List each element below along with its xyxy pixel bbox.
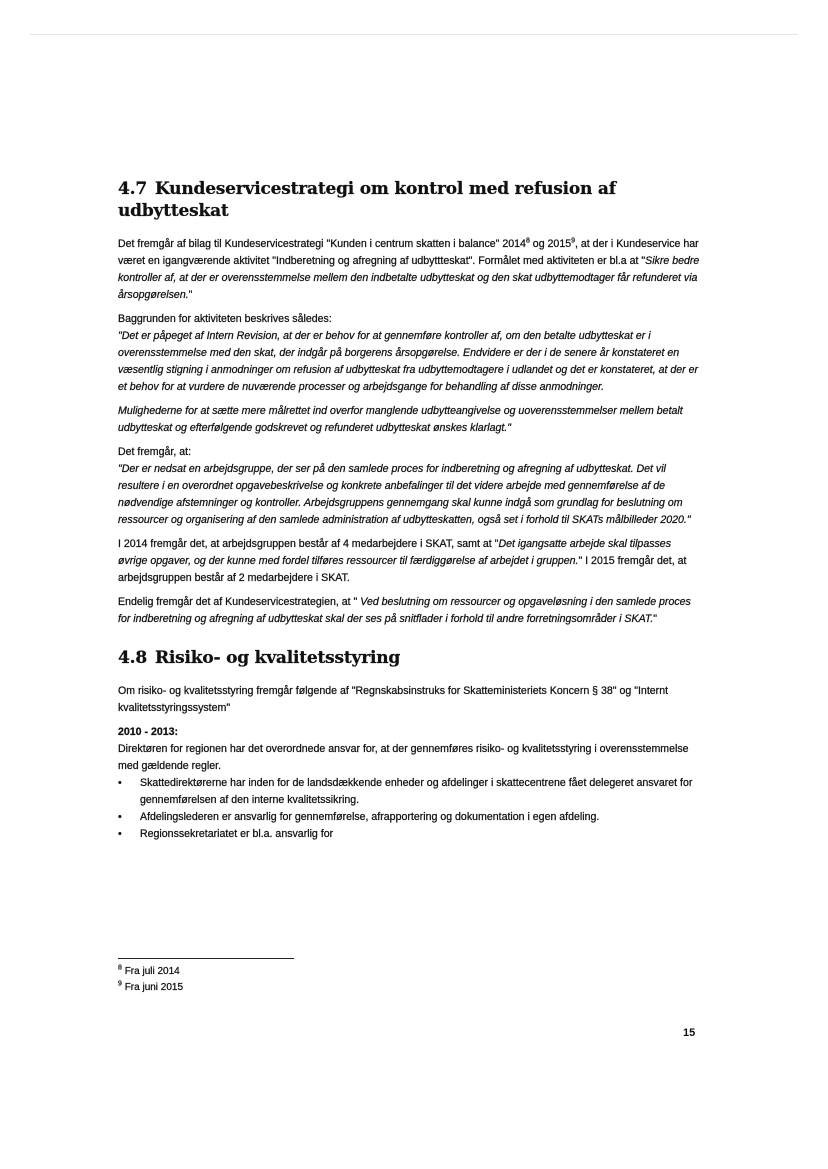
paragraph-text: " I 2015 fremgår det, at arbejdsgruppen består af 2 medarbejdere i SKAT. [118, 555, 687, 584]
section-number: 4.8 [118, 648, 147, 668]
footnote-ref: 8 [525, 237, 530, 245]
bullet-list [118, 775, 703, 843]
paragraph: Om risiko- og kvalitetsstyring fremgår følgende af "Regnskabsinstruks for Skatteministeriets Koncern § 38" og "Internt kvalitetsstyringssystem" [118, 685, 669, 714]
quote-text: Sikre bedre kontroller af, at der er overensstemmelse mellem den indbetalte udbytteskat og den skat udbyttemodtager får refunderet via årsopgørelsen. [118, 255, 700, 301]
footnote-separator [118, 958, 294, 959]
quote-text: Ved beslutning om ressourcer og opgaveløsning i den samlede proces for indberetning og afregning af udbytteskat skal der ses på snitflader i forhold til andre forretningsområder i SKAT. [118, 596, 691, 625]
footnote [118, 980, 183, 996]
quote-text: "Der er nedsat en arbejdsgruppe, der ser på den samlede proces for indberetning og afregning af udbytteskat. Det vil resultere i en overordnet opgavebeskrivelse og konkrete anbefalinger til det videre arbejde med gennemførelse af de nødvendige afstemninger og kontroller. Arbejdsgruppens gennemgang skal kunne indgå som grundlag for beslutning om ressourcer og organisering af den samlede administration af udbytteskatten, også set i forhold til SKATs målbilleder 2020." [118, 463, 691, 526]
paragraph-text: , at der i Kundeservice har været en igangværende aktivitet "Indberetning og afregning af udbyttteskat". Formålet med aktiviteten er bl.a at " [118, 238, 699, 267]
section-title: Risiko- og kvalitetsstyring [154, 648, 401, 668]
section-number: 4.7 [118, 179, 147, 199]
paragraph-text: Endelig fremgår det af Kundeservicestrategien, at " [118, 596, 361, 608]
list-item: • Skattedirektørerne har inden for de landsdækkende enheder og afdelinger i skattecentrene fået delegeret ansvaret for gennemførelsen af den interne kvalitetssikring. [118, 775, 703, 809]
section-heading-4-7 [118, 178, 703, 222]
footnote-mark: 8 [118, 964, 122, 972]
list-item: • Afdelingslederen er ansvarlig for gennemførelse, afrapportering og dokumentation i egen afdeling. [118, 809, 703, 826]
paragraph-text: " [653, 613, 658, 625]
quote-paragraph: Mulighederne for at sætte mere målrettet ind overfor manglende udbytteangivelse og uoverensstemmelser mellem betalt udbytteskat og efterfølgende godskrevet og refunderet udbytteskat ønskes klarlagt." [118, 405, 683, 434]
footnote-text: Fra juni 2015 [124, 982, 184, 993]
list-item: • Regionssekretariatet er bl.a. ansvarlig for [118, 826, 703, 843]
paragraph-text: Direktøren for regionen har det overordnede ansvar for, at der gennemføres risiko- og kvalitetsstyring i overensstemmelse med gældende regler. [118, 743, 689, 772]
footnote-ref: 9 [571, 237, 576, 245]
footnotes [118, 964, 183, 996]
paragraph [118, 594, 703, 628]
paragraph [118, 311, 703, 396]
footnote [118, 964, 183, 980]
quote-text: Det igangsatte arbejde skal tilpasses øvrige opgaver, og der kunne med fordel tilføres ressourcer til færdiggørelse af arbejdet i gruppen. [118, 538, 671, 567]
section-heading-4-8 [118, 647, 703, 669]
paragraph-text: I 2014 fremgår det, at arbejdsgruppen består af 4 medarbejdere i SKAT, samt at " [118, 538, 499, 550]
paragraph-intro: Det fremgår, at: [118, 446, 192, 458]
page-content [118, 178, 703, 843]
quote-text: "Det er påpeget af Intern Revision, at der er behov for at gennemføre kontroller af, om den betalte udbytteskat er i overensstemmelse med den skat, der indgår på borgerens årsopgørelse. Endvidere er der i de senere år konstateret en væsentlig stigning i anmodninger om refusion af udbytteskat fra udbyttemodtagere i udlandet og det er konstateret, at der er et behov for at vurdere de nuværende processer og arbejdsgange for behandling af disse anmodninger. [118, 330, 699, 393]
footnote-text: Fra juli 2014 [124, 966, 180, 977]
paragraph-intro: Baggrunden for aktiviteten beskrives således: [118, 313, 332, 325]
paragraph [118, 444, 703, 529]
paragraph [118, 536, 703, 587]
section-title: Kundeservicestrategi om kontrol med refusion af udbytteskat [118, 179, 616, 221]
period-heading: 2010 - 2013: [118, 726, 179, 738]
paragraph-text: og 2015 [529, 238, 572, 250]
page-number: 15 [683, 1027, 696, 1039]
footnote-mark: 9 [118, 980, 122, 988]
paragraph [118, 724, 703, 775]
paragraph-text: Det fremgår af bilag til Kundeservicestrategi "Kunden i centrum skatten i balance" 2014 [118, 238, 526, 250]
paragraph [118, 236, 703, 304]
paragraph-text: " [188, 289, 193, 301]
scan-edge-line [30, 34, 798, 35]
